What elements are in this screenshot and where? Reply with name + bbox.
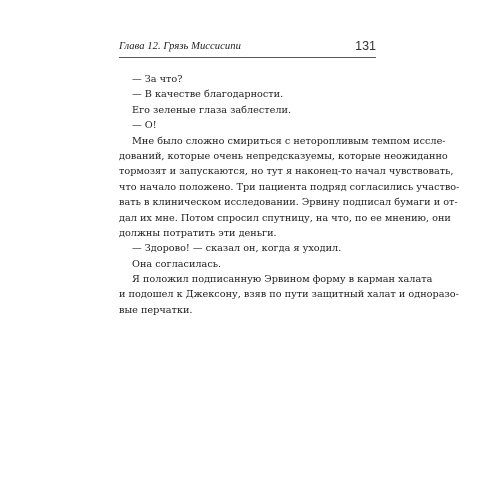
text-line: тормозят и запускаются, но тут я наконец-то начал чувствовать,: [119, 166, 454, 178]
text-line: дал их мне. Потом спросил спутницу, на что, по ее мнению, они: [119, 212, 451, 224]
text-line: Его зеленые глаза заблестели.: [132, 104, 292, 116]
text-line: Я положил подписанную Эрвином форму в карман халата: [132, 274, 433, 286]
text-line: — О!: [132, 120, 157, 132]
page-number: 131: [355, 39, 376, 53]
text-line: — Здорово! — сказал он, когда я уходил.: [132, 243, 342, 255]
text-line: Она согласилась.: [132, 258, 222, 270]
text-line: Мне было сложно смириться с неторопливым темпом исслe-: [132, 135, 446, 147]
header-divider: [119, 57, 376, 58]
text-line: что начало положено. Три пациента подряд согласились участво-: [119, 181, 460, 193]
text-line: вые перчатки.: [119, 304, 193, 316]
text-line: вать в клиническом исследовании. Эрвину подписал бумаги и от-: [119, 197, 458, 209]
running-head: [119, 39, 376, 59]
chapter-title: Глава 12. Грязь Миссисипи: [119, 41, 241, 52]
text-line: — За что?: [132, 74, 183, 85]
text-line: и подошел к Джексону, взяв по пути защитный халат и одноразо-: [119, 289, 459, 301]
text-line: — В качестве благодарности.: [132, 89, 284, 101]
text-line: дований, которые очень непредсказуемы, которые неожиданно: [119, 150, 448, 162]
text-line: должны потратить эти деньги.: [119, 227, 277, 239]
body-text: [119, 72, 460, 318]
